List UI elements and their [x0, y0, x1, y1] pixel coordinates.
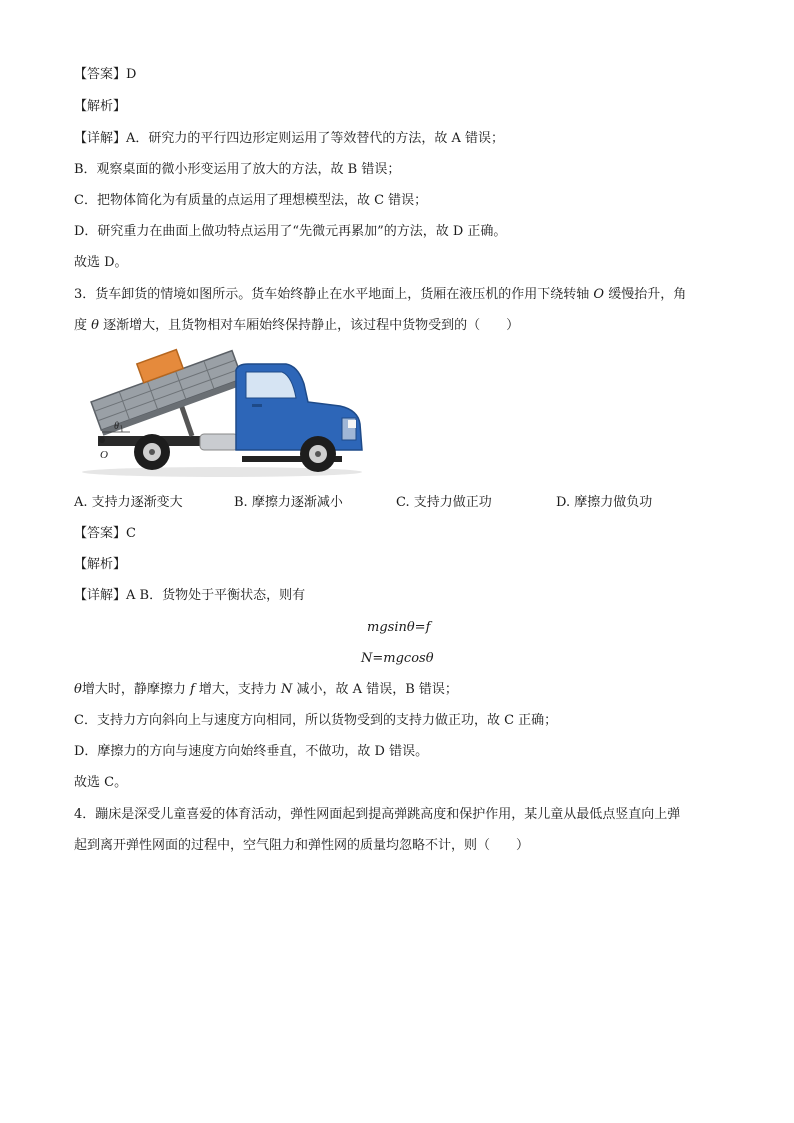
detail-b-text: B．观察桌面的微小形变运用了放大的方法，故 B 错误；: [74, 162, 401, 177]
question-4-line-1: 4．蹦床是深受儿童喜爱的体育活动，弹性网面起到提高弹跳高度和保护作用，某儿童从最低点竖直向上弹: [74, 807, 681, 822]
dump-truck-figure: [72, 340, 368, 484]
conclusion-text-1: 故选 D。: [74, 255, 128, 270]
option-a: A. 支持力逐渐变大: [74, 495, 183, 510]
option-c: C. 支持力做正功: [396, 495, 492, 510]
question-3-line-1: 3．货车卸货的情境如图所示。货车始终静止在水平地面上，货厢在液压机的作用下绕转轴 O 缓慢抬升，角: [74, 287, 687, 302]
option-d: D. 摩擦力做负功: [556, 495, 653, 510]
figure-theta-label: θ: [114, 421, 119, 432]
detail-d-text-2: D．摩擦力的方向与速度方向始终垂直，不做功，故 D 错误。: [74, 744, 429, 759]
detail-ab-conclusion: θ增大时，静摩擦力 f 增大，支持力 N 减小，故 A 错误，B 错误；: [74, 682, 458, 697]
question-4-line-2: 起到离开弹性网面的过程中，空气阻力和弹性网的质量均忽略不计，则（ ）: [74, 838, 530, 853]
answer-label-2: 【答案】C: [74, 526, 136, 541]
conclusion-text-2: 故选 C。: [74, 775, 128, 790]
analysis-label-2: 【解析】: [74, 557, 127, 572]
detail-d-text: D．研究重力在曲面上做功特点运用了“先微元再累加”的方法，故 D 正确。: [74, 224, 507, 239]
answer-label-1: 【答案】D: [74, 67, 137, 82]
analysis-label-1: 【解析】: [74, 99, 127, 114]
detail-c-text-2: C．支持力方向斜向上与速度方向相同，所以货物受到的支持力做正功，故 C 正确；: [74, 713, 558, 728]
question-3-line-2: 度 θ 逐渐增大，且货物相对车厢始终保持静止，该过程中货物受到的（ ）: [74, 318, 520, 333]
detail-ab-text: 【详解】A B．货物处于平衡状态，则有: [74, 588, 306, 603]
equation-friction: mgsinθ=f: [367, 620, 431, 635]
option-b: B. 摩擦力逐渐减小: [234, 495, 343, 510]
detail-c-text: C．把物体简化为有质量的点运用了理想模型法，故 C 错误；: [74, 193, 428, 208]
detail-a-text: 【详解】A．研究力的平行四边形定则运用了等效替代的方法，故 A 错误；: [74, 131, 505, 146]
equation-normal: N=mgcosθ: [361, 651, 434, 666]
figure-o-label: O: [100, 449, 108, 461]
